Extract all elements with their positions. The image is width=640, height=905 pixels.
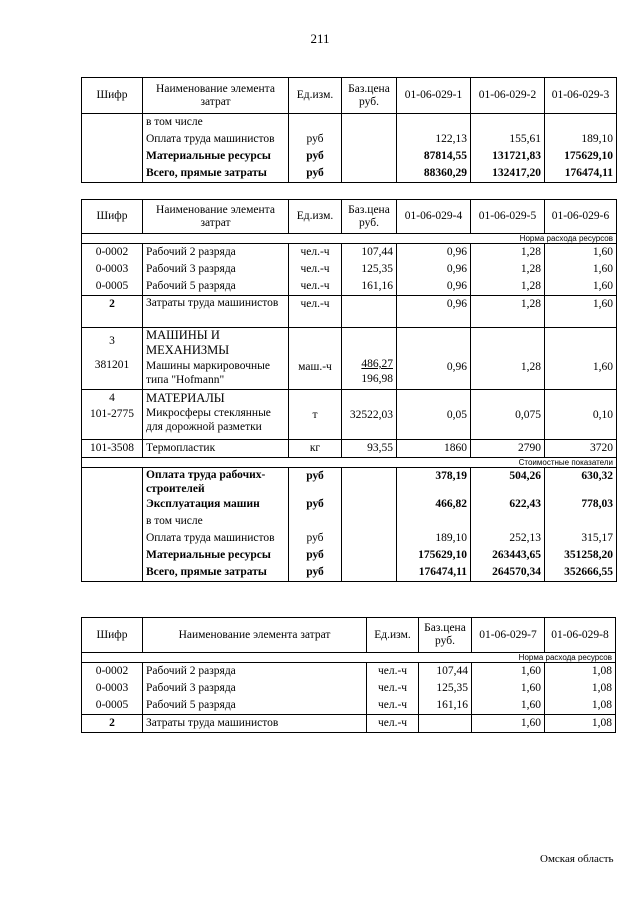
row-v2 — [471, 114, 545, 132]
cost-name: Оплата труда машинистов — [143, 530, 289, 547]
cost-code — [82, 564, 143, 582]
header-price: Баз.цена руб. — [419, 618, 472, 653]
worker-code: 0-0003 — [82, 680, 143, 697]
header-col-7: 01-06-029-7 — [472, 618, 545, 653]
table-row — [82, 496, 617, 513]
machinists-unit: чел.-ч — [367, 715, 419, 733]
row-price — [342, 148, 397, 165]
header-name: Наименование элемента затрат — [143, 78, 289, 114]
row-code — [82, 114, 143, 132]
table-row — [82, 468, 617, 497]
material-code-1: 101-2775 — [89, 408, 135, 420]
cost-v1: 175629,10 — [397, 547, 471, 564]
worker-v2: 1,28 — [471, 261, 545, 278]
machine-price-cell — [342, 328, 397, 390]
worker-name: Рабочий 5 разряда — [143, 278, 289, 296]
row-v1: 87814,55 — [397, 148, 471, 165]
machinists-v2: 1,28 — [471, 296, 545, 328]
table-row — [82, 278, 617, 296]
row-v2: 132417,20 — [471, 165, 545, 183]
table-row — [82, 165, 617, 183]
norm-label: Норма расхода ресурсов — [82, 234, 617, 244]
cost-unit: руб — [289, 496, 342, 513]
machinists-price — [342, 296, 397, 328]
table-row — [82, 564, 617, 582]
worker-name: Рабочий 2 разряда — [143, 244, 289, 262]
norm-label: Норма расхода ресурсов — [82, 653, 616, 663]
cost-v1: 176474,11 — [397, 564, 471, 582]
row-name: в том числе — [143, 114, 289, 132]
cost-price — [342, 547, 397, 564]
material-unit-2: кг — [289, 440, 342, 458]
summary-table-1 — [81, 77, 617, 183]
cost-code — [82, 513, 143, 530]
machine-unit: маш.-ч — [289, 328, 342, 390]
header-col-3: 01-06-029-3 — [545, 78, 617, 114]
header-code: Шифр — [82, 618, 143, 653]
worker-code: 0-0003 — [82, 261, 143, 278]
machinists-code: 2 — [82, 715, 143, 733]
machines-name-cell — [143, 328, 289, 390]
worker-v2: 1,08 — [545, 680, 616, 697]
worker-code: 0-0002 — [82, 663, 143, 681]
worker-name: Рабочий 2 разряда — [143, 663, 367, 681]
worker-v2: 1,08 — [545, 663, 616, 681]
worker-v1: 0,96 — [397, 278, 471, 296]
materials-code-cell — [82, 390, 143, 440]
machine-code: 381201 — [94, 359, 130, 371]
row-v3: 189,10 — [545, 131, 617, 148]
cost-code — [82, 468, 143, 497]
machine-price-top: 486,27 — [361, 358, 393, 370]
worker-price: 107,44 — [419, 663, 472, 681]
row-unit — [289, 114, 342, 132]
machinists-v1: 1,60 — [472, 715, 545, 733]
machine-price-bottom: 196,98 — [361, 373, 393, 385]
header-col-6: 01-06-029-6 — [545, 200, 617, 234]
row-v1: 88360,29 — [397, 165, 471, 183]
header-col-8: 01-06-029-8 — [545, 618, 616, 653]
worker-price: 161,16 — [419, 697, 472, 715]
row-v1: 122,13 — [397, 131, 471, 148]
material-v3-1: 0,10 — [545, 390, 617, 440]
cost-code — [82, 530, 143, 547]
cost-label: Стоимостные показатели — [82, 458, 617, 468]
row-v3 — [545, 114, 617, 132]
machine-v1: 0,96 — [397, 328, 471, 390]
row-name: Оплата труда машинистов — [143, 131, 289, 148]
worker-v2: 1,28 — [471, 244, 545, 262]
row-unit: руб — [289, 165, 342, 183]
row-price — [342, 131, 397, 148]
row-unit: руб — [289, 148, 342, 165]
cost-v2: 252,13 — [471, 530, 545, 547]
cost-v1: 466,82 — [397, 496, 471, 513]
worker-unit: чел.-ч — [367, 663, 419, 681]
machinists-code: 2 — [82, 296, 143, 328]
cost-name: Всего, прямые затраты — [143, 564, 289, 582]
cost-v3: 315,17 — [545, 530, 617, 547]
worker-price: 161,16 — [342, 278, 397, 296]
row-price — [342, 165, 397, 183]
material-v2-1: 0,075 — [471, 390, 545, 440]
row-code — [82, 165, 143, 183]
material-price-1: 32522,03 — [342, 390, 397, 440]
materials-name-cell — [143, 390, 289, 440]
worker-v1: 1,60 — [472, 663, 545, 681]
machinists-name: Затраты труда машинистов — [143, 715, 367, 733]
table-row — [82, 114, 617, 132]
cost-price — [342, 530, 397, 547]
material-unit-1: т — [289, 390, 342, 440]
cost-v2: 504,26 — [471, 468, 545, 497]
table-row — [82, 663, 616, 681]
worker-v1: 1,60 — [472, 680, 545, 697]
machinists-name: Затраты труда машинистов — [143, 296, 289, 328]
row-v2: 131721,83 — [471, 148, 545, 165]
cost-unit: руб — [289, 468, 342, 497]
cost-name: в том числе — [143, 513, 289, 530]
worker-v2: 1,28 — [471, 278, 545, 296]
table-row — [82, 261, 617, 278]
material-name-1: Микросферы стеклянные для дорожной разметки — [146, 407, 271, 433]
worker-v3: 1,60 — [545, 244, 617, 262]
cost-v3 — [545, 513, 617, 530]
header-name: Наименование элемента затрат — [143, 200, 289, 234]
cost-unit: руб — [289, 547, 342, 564]
row-unit: руб — [289, 131, 342, 148]
row-code — [82, 148, 143, 165]
header-col-5: 01-06-029-5 — [471, 200, 545, 234]
machines-section-code: 3 — [109, 335, 115, 347]
cost-price — [342, 468, 397, 497]
worker-unit: чел.-ч — [289, 261, 342, 278]
row-v3: 176474,11 — [545, 165, 617, 183]
machinists-v2: 1,08 — [545, 715, 616, 733]
worker-name: Рабочий 3 разряда — [143, 680, 367, 697]
cost-name: Эксплуатация машин — [143, 496, 289, 513]
table-row — [82, 131, 617, 148]
cost-v3: 778,03 — [545, 496, 617, 513]
worker-v1: 0,96 — [397, 244, 471, 262]
cost-price — [342, 496, 397, 513]
worker-name: Рабочий 5 разряда — [143, 697, 367, 715]
machines-section-title: МАШИНЫ И МЕХАНИЗМЫ — [146, 328, 230, 357]
material-name-2: Термопластик — [143, 440, 289, 458]
material-v1-1: 0,05 — [397, 390, 471, 440]
worker-price: 107,44 — [342, 244, 397, 262]
material-v2-2: 2790 — [471, 440, 545, 458]
machine-name: Машины маркировочные типа "Hofmann" — [146, 360, 270, 386]
cost-code — [82, 547, 143, 564]
cost-v3: 630,32 — [545, 468, 617, 497]
machine-v2: 1,28 — [471, 328, 545, 390]
header-price: Баз.цена руб. — [342, 78, 397, 114]
worker-v3: 1,60 — [545, 261, 617, 278]
cost-v2: 622,43 — [471, 496, 545, 513]
cost-unit: руб — [289, 530, 342, 547]
worker-unit: чел.-ч — [367, 680, 419, 697]
cost-name: Оплата труда рабочих-строителей — [143, 468, 289, 497]
machinists-unit: чел.-ч — [289, 296, 342, 328]
header-col-1: 01-06-029-1 — [397, 78, 471, 114]
worker-unit: чел.-ч — [367, 697, 419, 715]
worker-code: 0-0005 — [82, 278, 143, 296]
cost-name: Материальные ресурсы — [143, 547, 289, 564]
cost-v2: 264570,34 — [471, 564, 545, 582]
header-unit: Ед.изм. — [289, 78, 342, 114]
row-v3: 175629,10 — [545, 148, 617, 165]
table-row — [82, 547, 617, 564]
resource-table-3 — [81, 617, 616, 733]
material-v1-2: 1860 — [397, 440, 471, 458]
header-code: Шифр — [82, 78, 143, 114]
worker-v1: 1,60 — [472, 697, 545, 715]
resource-table-2 — [81, 199, 617, 582]
table-row — [82, 244, 617, 262]
machines-code-cell — [82, 328, 143, 390]
header-name: Наименование элемента затрат — [143, 618, 367, 653]
header-unit: Ед.изм. — [367, 618, 419, 653]
row-price — [342, 114, 397, 132]
row-code — [82, 131, 143, 148]
cost-price — [342, 513, 397, 530]
material-price-2: 93,55 — [342, 440, 397, 458]
cost-v2: 263443,65 — [471, 547, 545, 564]
material-code-2: 101-3508 — [82, 440, 143, 458]
table-row — [82, 148, 617, 165]
row-name: Материальные ресурсы — [143, 148, 289, 165]
worker-code: 0-0005 — [82, 697, 143, 715]
cost-v3: 352666,55 — [545, 564, 617, 582]
cost-unit — [289, 513, 342, 530]
worker-code: 0-0002 — [82, 244, 143, 262]
machine-v3: 1,60 — [545, 328, 617, 390]
cost-code — [82, 496, 143, 513]
worker-unit: чел.-ч — [289, 244, 342, 262]
header-col-2: 01-06-029-2 — [471, 78, 545, 114]
cost-price — [342, 564, 397, 582]
worker-name: Рабочий 3 разряда — [143, 261, 289, 278]
materials-section-title: МАТЕРИАЛЫ — [146, 391, 225, 405]
machinists-v3: 1,60 — [545, 296, 617, 328]
page-number: 211 — [310, 31, 330, 46]
table-row — [82, 697, 616, 715]
cost-v1 — [397, 513, 471, 530]
material-v3-2: 3720 — [545, 440, 617, 458]
worker-unit: чел.-ч — [289, 278, 342, 296]
header-col-4: 01-06-029-4 — [397, 200, 471, 234]
cost-v3: 351258,20 — [545, 547, 617, 564]
cost-v1: 378,19 — [397, 468, 471, 497]
worker-price: 125,35 — [419, 680, 472, 697]
worker-v3: 1,60 — [545, 278, 617, 296]
worker-v1: 0,96 — [397, 261, 471, 278]
table-row — [82, 680, 616, 697]
machinists-price — [419, 715, 472, 733]
row-v1 — [397, 114, 471, 132]
header-code: Шифр — [82, 200, 143, 234]
cost-v1: 189,10 — [397, 530, 471, 547]
worker-price: 125,35 — [342, 261, 397, 278]
row-name: Всего, прямые затраты — [143, 165, 289, 183]
worker-v2: 1,08 — [545, 697, 616, 715]
cost-unit: руб — [289, 564, 342, 582]
machinists-v1: 0,96 — [397, 296, 471, 328]
materials-section-code: 4 — [109, 392, 115, 404]
row-v2: 155,61 — [471, 131, 545, 148]
table-row — [82, 530, 617, 547]
cost-v2 — [471, 513, 545, 530]
header-unit: Ед.изм. — [289, 200, 342, 234]
table-row — [82, 513, 617, 530]
header-price: Баз.цена руб. — [342, 200, 397, 234]
footer-region: Омская область — [540, 853, 614, 865]
